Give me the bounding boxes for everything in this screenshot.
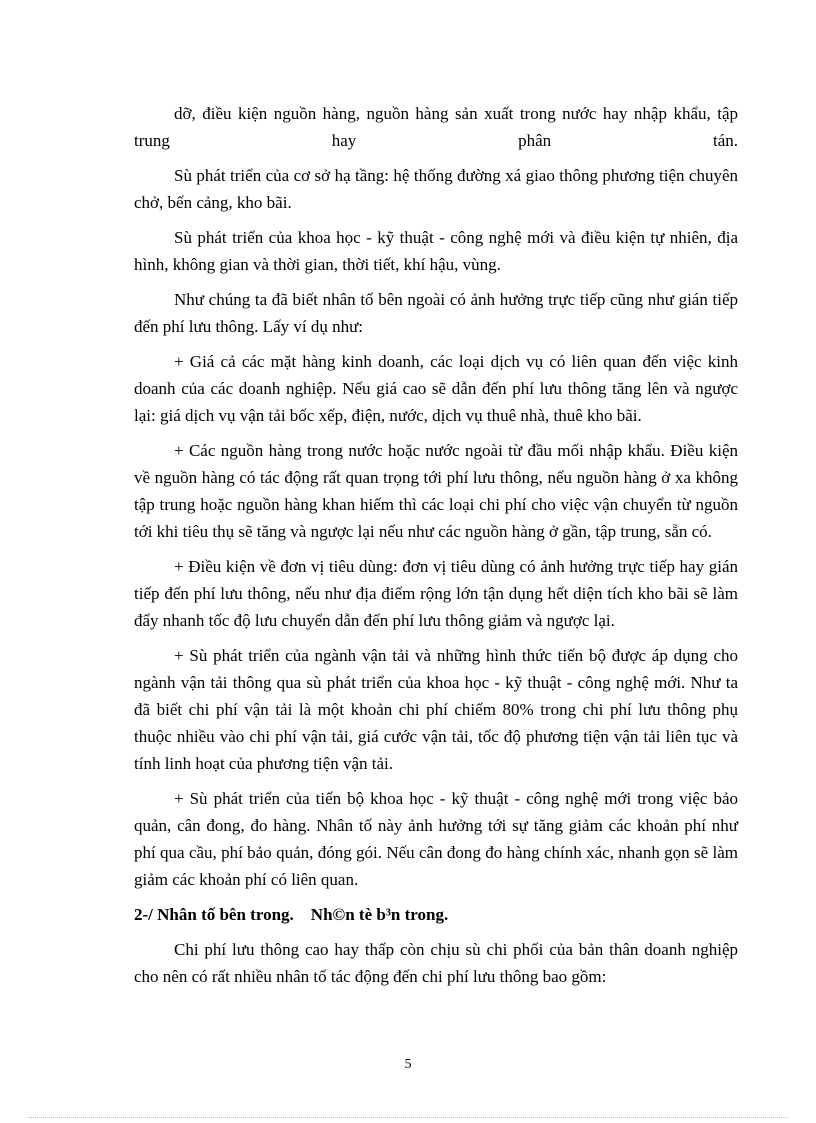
section-heading: 2-/ Nhân tố bên trong. Nh©n tè b³n trong. — [134, 905, 449, 924]
paragraph: Sù phát triển của khoa học - kỹ thuật - công nghệ mới và điều kiện tự nhiên, địa hình, không gian và thời gian, thời tiết, khí hậu, vùng. — [134, 228, 738, 274]
paragraph: + Các nguồn hàng trong nước hoặc nước ngoài từ đầu mối nhập khẩu. Điều kiện về nguồn hàng có tác động rất quan trọng tới phí lưu thông, nếu nguồn hàng ở xa không tập trung hoặc nguồn hàng khan hiếm thì các loại chi phí cho việc vận chuyển từ nguồn tới khi tiêu thụ sẽ tăng và ngược lại nếu như các nguồn hàng ở gần, tập trung, sẵn có. — [134, 441, 738, 541]
page-number: 5 — [404, 1057, 412, 1072]
paragraph: + Sù phát triển của tiến bộ khoa học - kỹ thuật - công nghệ mới trong việc bảo quản, cân đong, đo hàng. Nhân tố này ảnh hưởng tới sự tăng giảm các khoản phí như phí qua cầu, phí bảo quản, đóng gói. Nếu cân đong đo hàng chính xác, nhanh gọn sẽ làm giảm các khoản phí có liên quan. — [134, 789, 738, 889]
paragraph: dỡ, điều kiện nguồn hàng, nguồn hàng sản xuất trong nước hay nhập khẩu, tập trung hay phân tán. — [134, 104, 738, 150]
paragraph: Chi phí lưu thông cao hay thấp còn chịu sù chi phối của bản thân doanh nghiệp cho nên có rất nhiều nhân tố tác động đến chi phí lưu thông bao gồm: — [134, 940, 738, 986]
footer-divider — [28, 1117, 788, 1118]
paragraph: + Điều kiện về đơn vị tiêu dùng: đơn vị tiêu dùng có ảnh hưởng trực tiếp hay gián tiếp đến phí lưu thông, nếu như địa điểm rộng lớn tận dụng hết diện tích kho bãi sẽ làm đẩy nhanh tốc độ lưu chuyển dẫn đến phí lưu thông giảm và ngược lại. — [134, 557, 738, 630]
document-body — [134, 100, 738, 998]
paragraph: Như chúng ta đã biết nhân tố bên ngoài có ảnh hưởng trực tiếp cũng như gián tiếp đến phí lưu thông. Lấy ví dụ như: — [134, 290, 738, 336]
paragraph: Sù phát triển của cơ sở hạ tầng: hệ thống đường xá giao thông phương tiện chuyên chở, bến cảng, kho bãi. — [134, 166, 738, 212]
paragraph: + Giá cả các mặt hàng kinh doanh, các loại dịch vụ có liên quan đến việc kinh doanh của các doanh nghiệp. Nếu giá cao sẽ dẫn đến phí lưu thông tăng lên và ngược lại: giá dịch vụ vận tải bốc xếp, điện, nước, dịch vụ thuê nhà, thuê kho bãi. — [134, 352, 738, 425]
paragraph: + Sù phát triển của ngành vận tải và những hình thức tiến bộ được áp dụng cho ngành vận tải thông qua sù phát triển của khoa học - kỹ thuật - công nghệ mới. Như ta đã biết chi phí vận tải là một khoản chi phí chiếm 80% trong chi phí lưu thông phụ thuộc nhiều vào chi phí vận tải, giá cước vận tải, tốc độ phương tiện vận tải liên tục và tính linh hoạt của phương tiện vận tải. — [134, 646, 738, 773]
